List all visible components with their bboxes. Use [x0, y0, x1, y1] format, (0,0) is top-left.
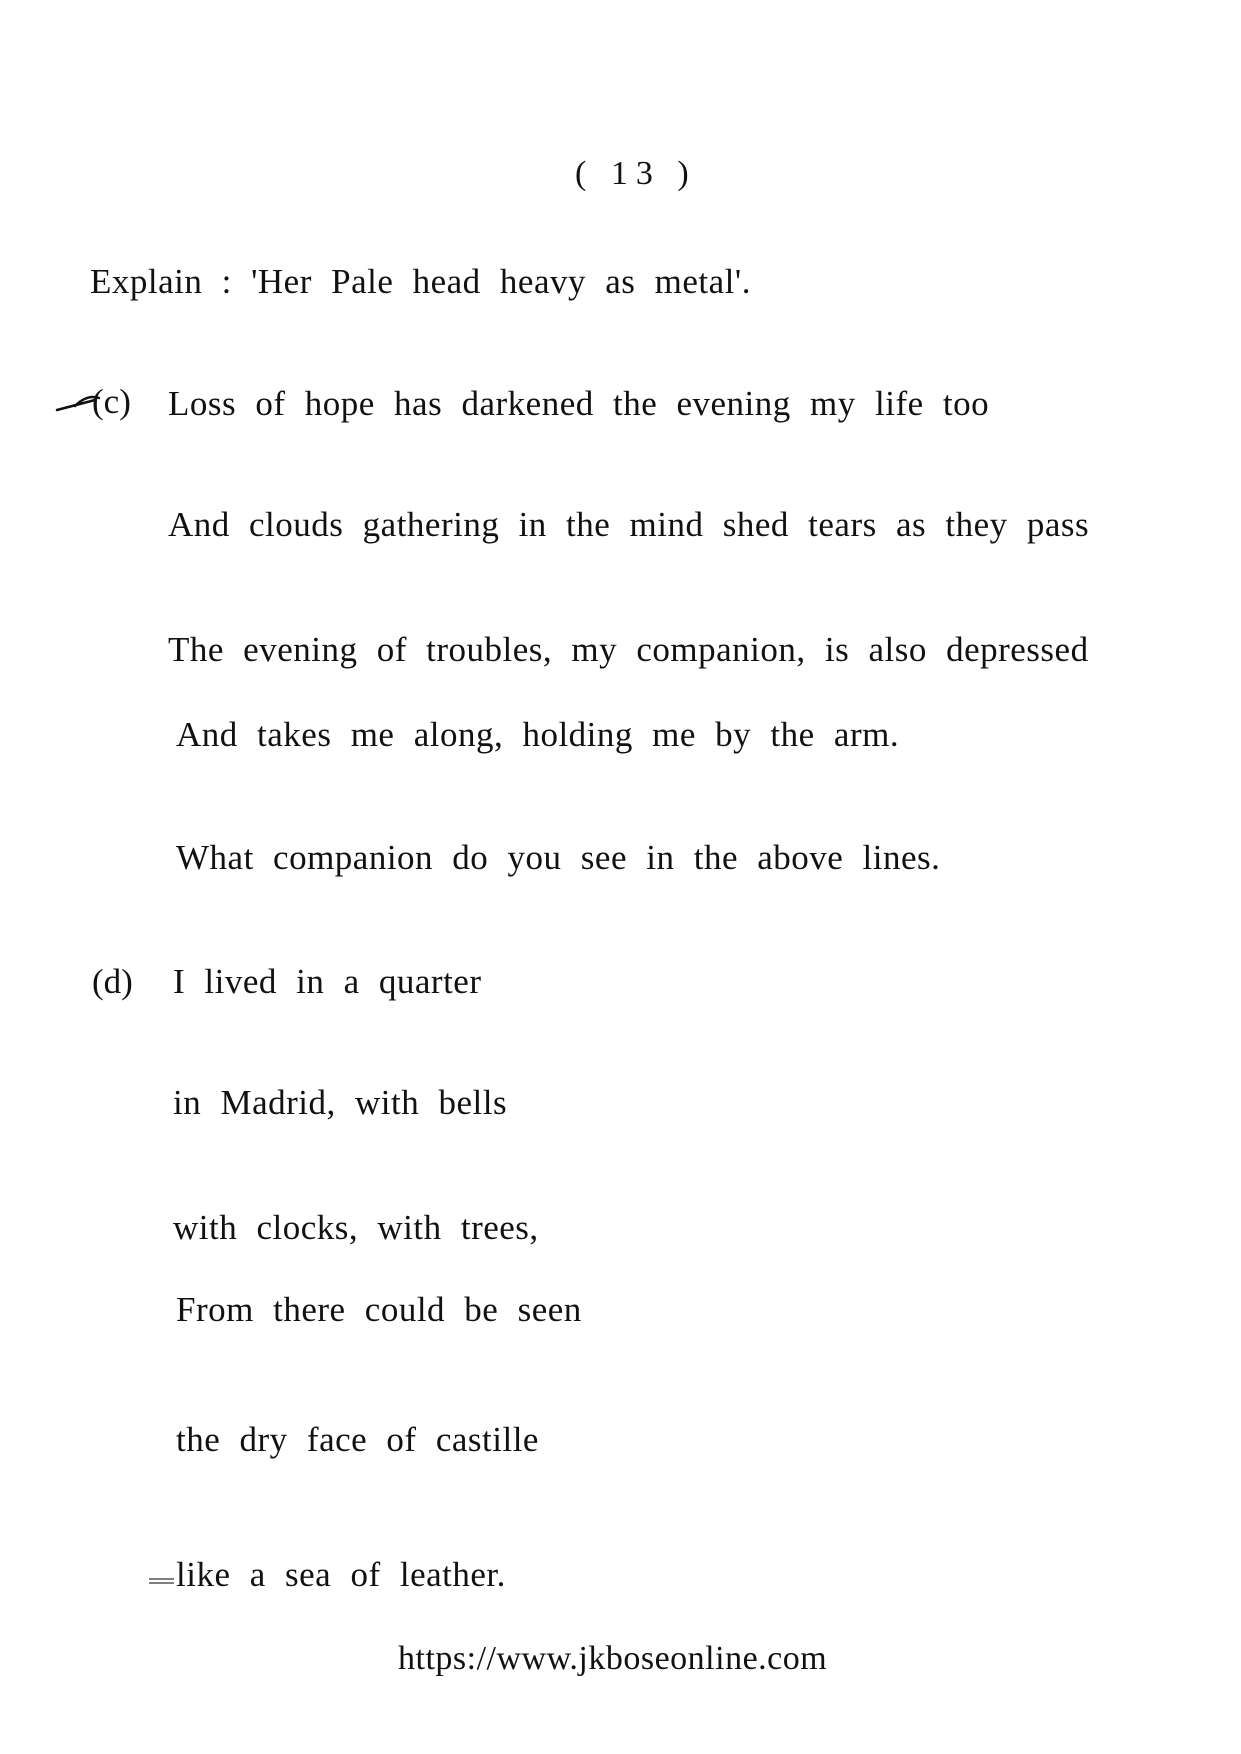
page-number: ( 13 ) [575, 155, 697, 192]
question-c-label: (c) [92, 382, 131, 421]
question-d-line-3: with clocks, with trees, [173, 1208, 539, 1247]
question-c-line-3: The evening of troubles, my companion, is also depressed [168, 630, 1089, 669]
question-d-line-6: like a sea of leather. [176, 1555, 506, 1594]
question-d-line-5: the dry face of castille [176, 1420, 539, 1459]
question-c-line-2: And clouds gathering in the mind shed tears as they pass [168, 505, 1090, 544]
question-c-line-1: Loss of hope has darkened the evening my life too [168, 384, 990, 423]
question-c-line-4: And takes me along, holding me by the arm. [176, 715, 900, 754]
footer-url: https://www.jkboseonline.com [398, 1640, 828, 1677]
question-d-line-1: I lived in a quarter [173, 962, 482, 1001]
question-b-text: Explain : 'Her Pale head heavy as metal'. [90, 262, 751, 301]
question-d-label: (d) [92, 962, 133, 1001]
scan-dash-mark [148, 1572, 176, 1590]
question-c-question: What companion do you see in the above lines. [176, 838, 941, 877]
question-d-line-4: From there could be seen [176, 1290, 582, 1329]
question-d-line-2: in Madrid, with bells [173, 1083, 508, 1122]
